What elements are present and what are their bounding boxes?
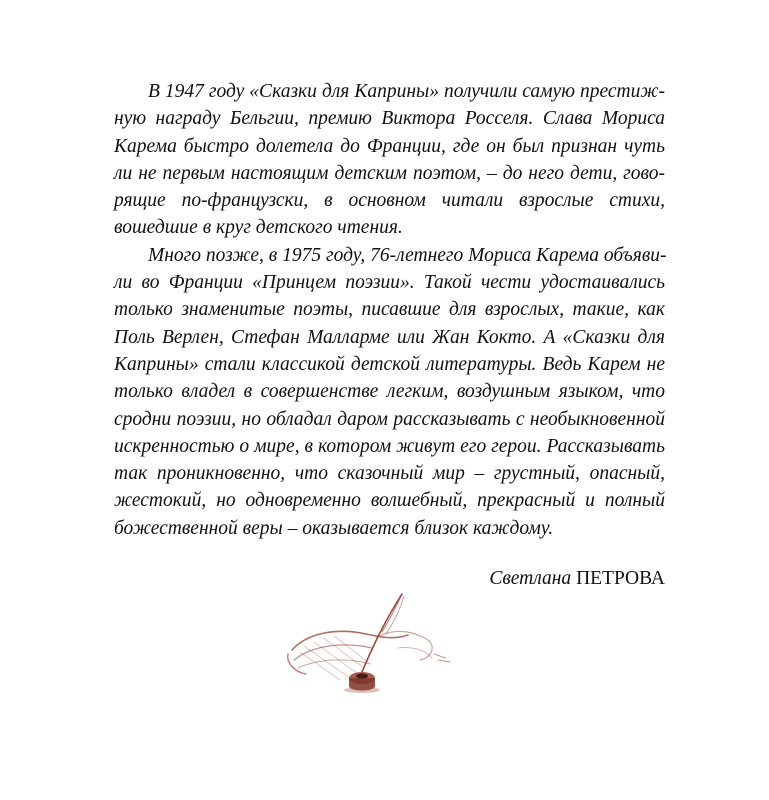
text-line: ли не первым настоящим детским поэтом, – до него дети, гово-	[114, 162, 665, 184]
text-line: ную награду Бельгии, премию Виктора Росселя. Слава Мориса	[114, 108, 665, 130]
text-line: Поль Верлен, Стефан Малларме или Жан Кокто. А «Сказки для	[114, 326, 665, 348]
text-line: сродни поэзии, но обладал даром рассказывать с необыкновенной	[114, 408, 665, 430]
text-line: вошедшие в круг детского чтения.	[114, 217, 403, 239]
text-line: только знаменитые поэты, писавшие для взрослых, такие, как	[114, 299, 665, 321]
text-line: жестокий, но одновременно волшебный, прекрасный и полный	[114, 490, 665, 512]
signature-first-name: Светлана	[489, 568, 572, 589]
text-line: ли во Франции «Принцем поэзии». Такой чести удостаивались	[114, 272, 665, 294]
text-line: божественной веры – оказывается близок каждому.	[114, 517, 554, 539]
text-line: Карема быстро долетела до Франции, где он был признан чуть	[114, 135, 665, 157]
inkwell-quill-icon	[280, 588, 455, 698]
text-line: только владел в совершенстве легким, воздушным языком, что	[114, 381, 665, 403]
paragraph-1	[114, 78, 665, 242]
text-line: Каприны» стали классикой детской литературы. Ведь Карем не	[114, 353, 665, 375]
text-line: так проникновенно, что сказочный мир – грустный, опасный,	[114, 463, 665, 485]
author-signature	[489, 565, 665, 592]
signature-surname: ПЕТРОВА	[576, 568, 665, 589]
text-line: Много позже, в 1975 году, 76-летнего Мориса Карема объяви-	[148, 244, 667, 266]
article-text	[114, 78, 665, 542]
text-line: искренностью о мире, в котором живут его герои. Рассказывать	[114, 435, 665, 457]
text-line: В 1947 году «Сказки для Каприны» получили самую престиж-	[148, 81, 665, 102]
text-line: рящие по-французски, в основном читали взрослые стихи,	[114, 190, 665, 212]
paragraph-2	[114, 242, 665, 542]
